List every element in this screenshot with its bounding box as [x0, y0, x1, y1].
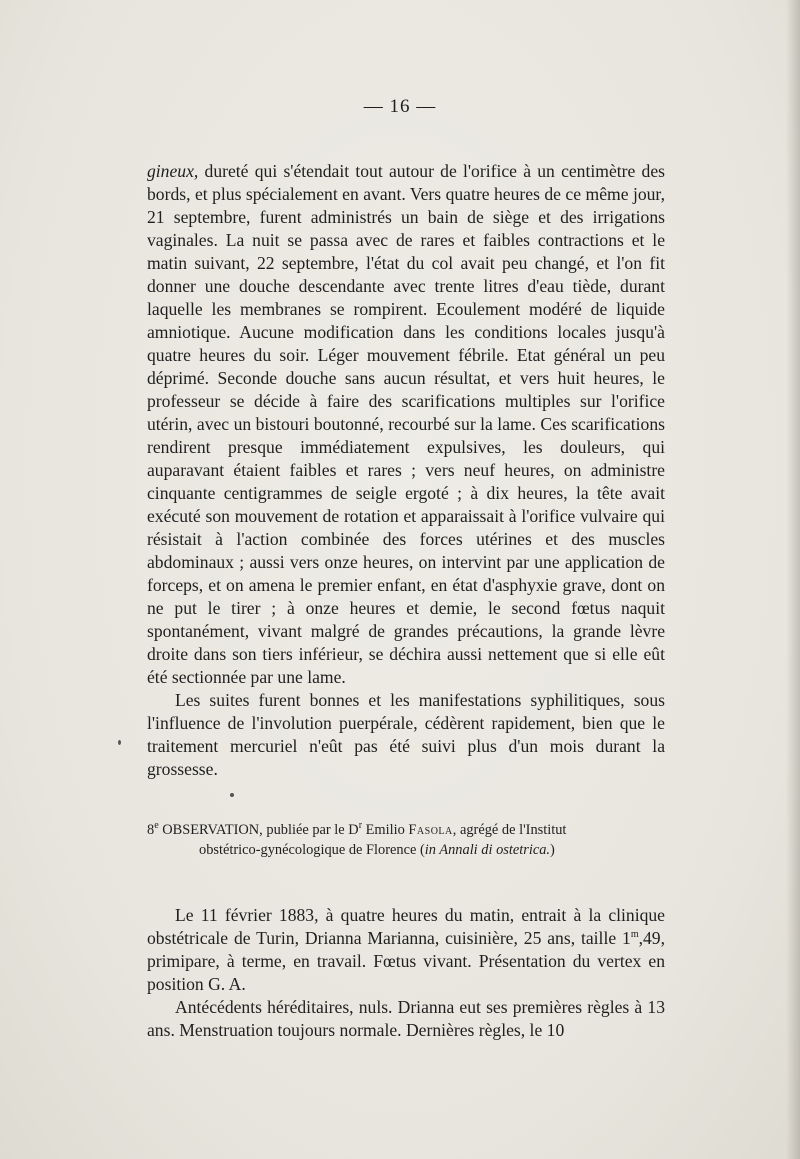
- paragraph-text: dureté qui s'étendait tout autour de l'orifice à un centimètre des bords, et plus spécialement en avant. Vers quatre heures de ce même jour, 21 septembre, furent administrés un bain de siège et des irrigations vaginales. La nuit se passa avec de rares et faibles contractions et le matin suivant, 22 septembre, l'état du col avait peu changé, et l'on fit donner une douche descendante avec trente litres d'eau tiède, durant laquelle les membranes se rompirent. Ecoulement modéré de liquide amniotique. Aucune modification dans les conditions locales jusqu'à quatre heures du soir. Léger mouvement fébrile. Etat général un peu déprimé. Seconde douche sans aucun résultat, et vers huit heures, le professeur se décide à faire des scarifications multiples sur l'orifice utérin, avec un bistouri boutonné, recourbé sur la lame. Ces scarifications rendirent presque immédiatement expulsives, les douleurs, qui auparavant étaient faibles et rares ; vers neuf heures, on administre cinquante centigrammes de seigle ergoté ; à dix heures, la tête avait exécuté son mouvement de rotation et apparaissait à l'orifice vulvaire qui résistait à l'action combinée des forces utérines et des muscles abdominaux ; aussi vers onze heures, on intervint par une application de forceps, et on amena le premier enfant, en état d'asphyxie grave, dont on ne put le tirer ; à onze heures et demie, le second fœtus naquit spontanément, vivant malgré de grandes précautions, la grande lèvre droite dans son tiers inférieur, se déchira aussi nettement que si elle eût été sectionnée par une lame.: [147, 161, 665, 687]
- heading-line2-end: ): [550, 842, 555, 858]
- heading-title: OBSERVATION, publiée par le D: [158, 822, 359, 838]
- italic-word: gineux,: [147, 161, 199, 181]
- paragraph: Les suites furent bonnes et les manifestations syphilitiques, sous l'influence de l'involution puerpérale, cédèrent rapidement, bien que le traitement mercuriel n'eût pas été suivi plus d'un mois durant la grossesse.: [147, 690, 665, 779]
- paragraph-continued: [147, 160, 665, 689]
- paragraph: Antécédents héréditaires, nuls. Drianna eut ses premières règles à 13 ans. Menstruation toujours normale. Dernières règles, le 10: [147, 997, 665, 1040]
- paragraph-text: ,49, primipare, à terme, en travail. Fœtus vivant. Présentation du vertex en position G. A.: [147, 928, 665, 994]
- unit-sup: m: [630, 929, 639, 941]
- observation-heading: [147, 820, 667, 860]
- heading-author-surname: Fasola: [408, 822, 453, 838]
- heading-number: 8: [147, 822, 155, 838]
- heading-author: Emilio: [362, 822, 409, 838]
- heading-number-sup: e: [154, 820, 159, 832]
- main-text-block: [147, 160, 665, 781]
- heading-rest: , agrégé de l'Institut: [452, 822, 567, 838]
- heading-source-italic: in Annali di ostetrica.: [424, 842, 551, 858]
- page-number: — 16 —: [363, 96, 437, 117]
- paragraph: [147, 904, 665, 996]
- heading-dr-sup: r: [358, 820, 363, 832]
- ink-speck: [230, 793, 234, 797]
- heading-line2-start: obstétrico-gynécologique de Florence (: [199, 842, 425, 858]
- page-edge-shadow: [786, 0, 800, 1159]
- paragraph-text: Le 11 février 1883, à quatre heures du matin, entrait à la clinique obstétricale de Turin, Drianna Marianna, cuisinière, 25 ans, taille 1: [147, 905, 665, 948]
- heading-line-2: [147, 840, 667, 860]
- ink-speck: [118, 740, 121, 745]
- observation-text-block: [147, 904, 665, 1042]
